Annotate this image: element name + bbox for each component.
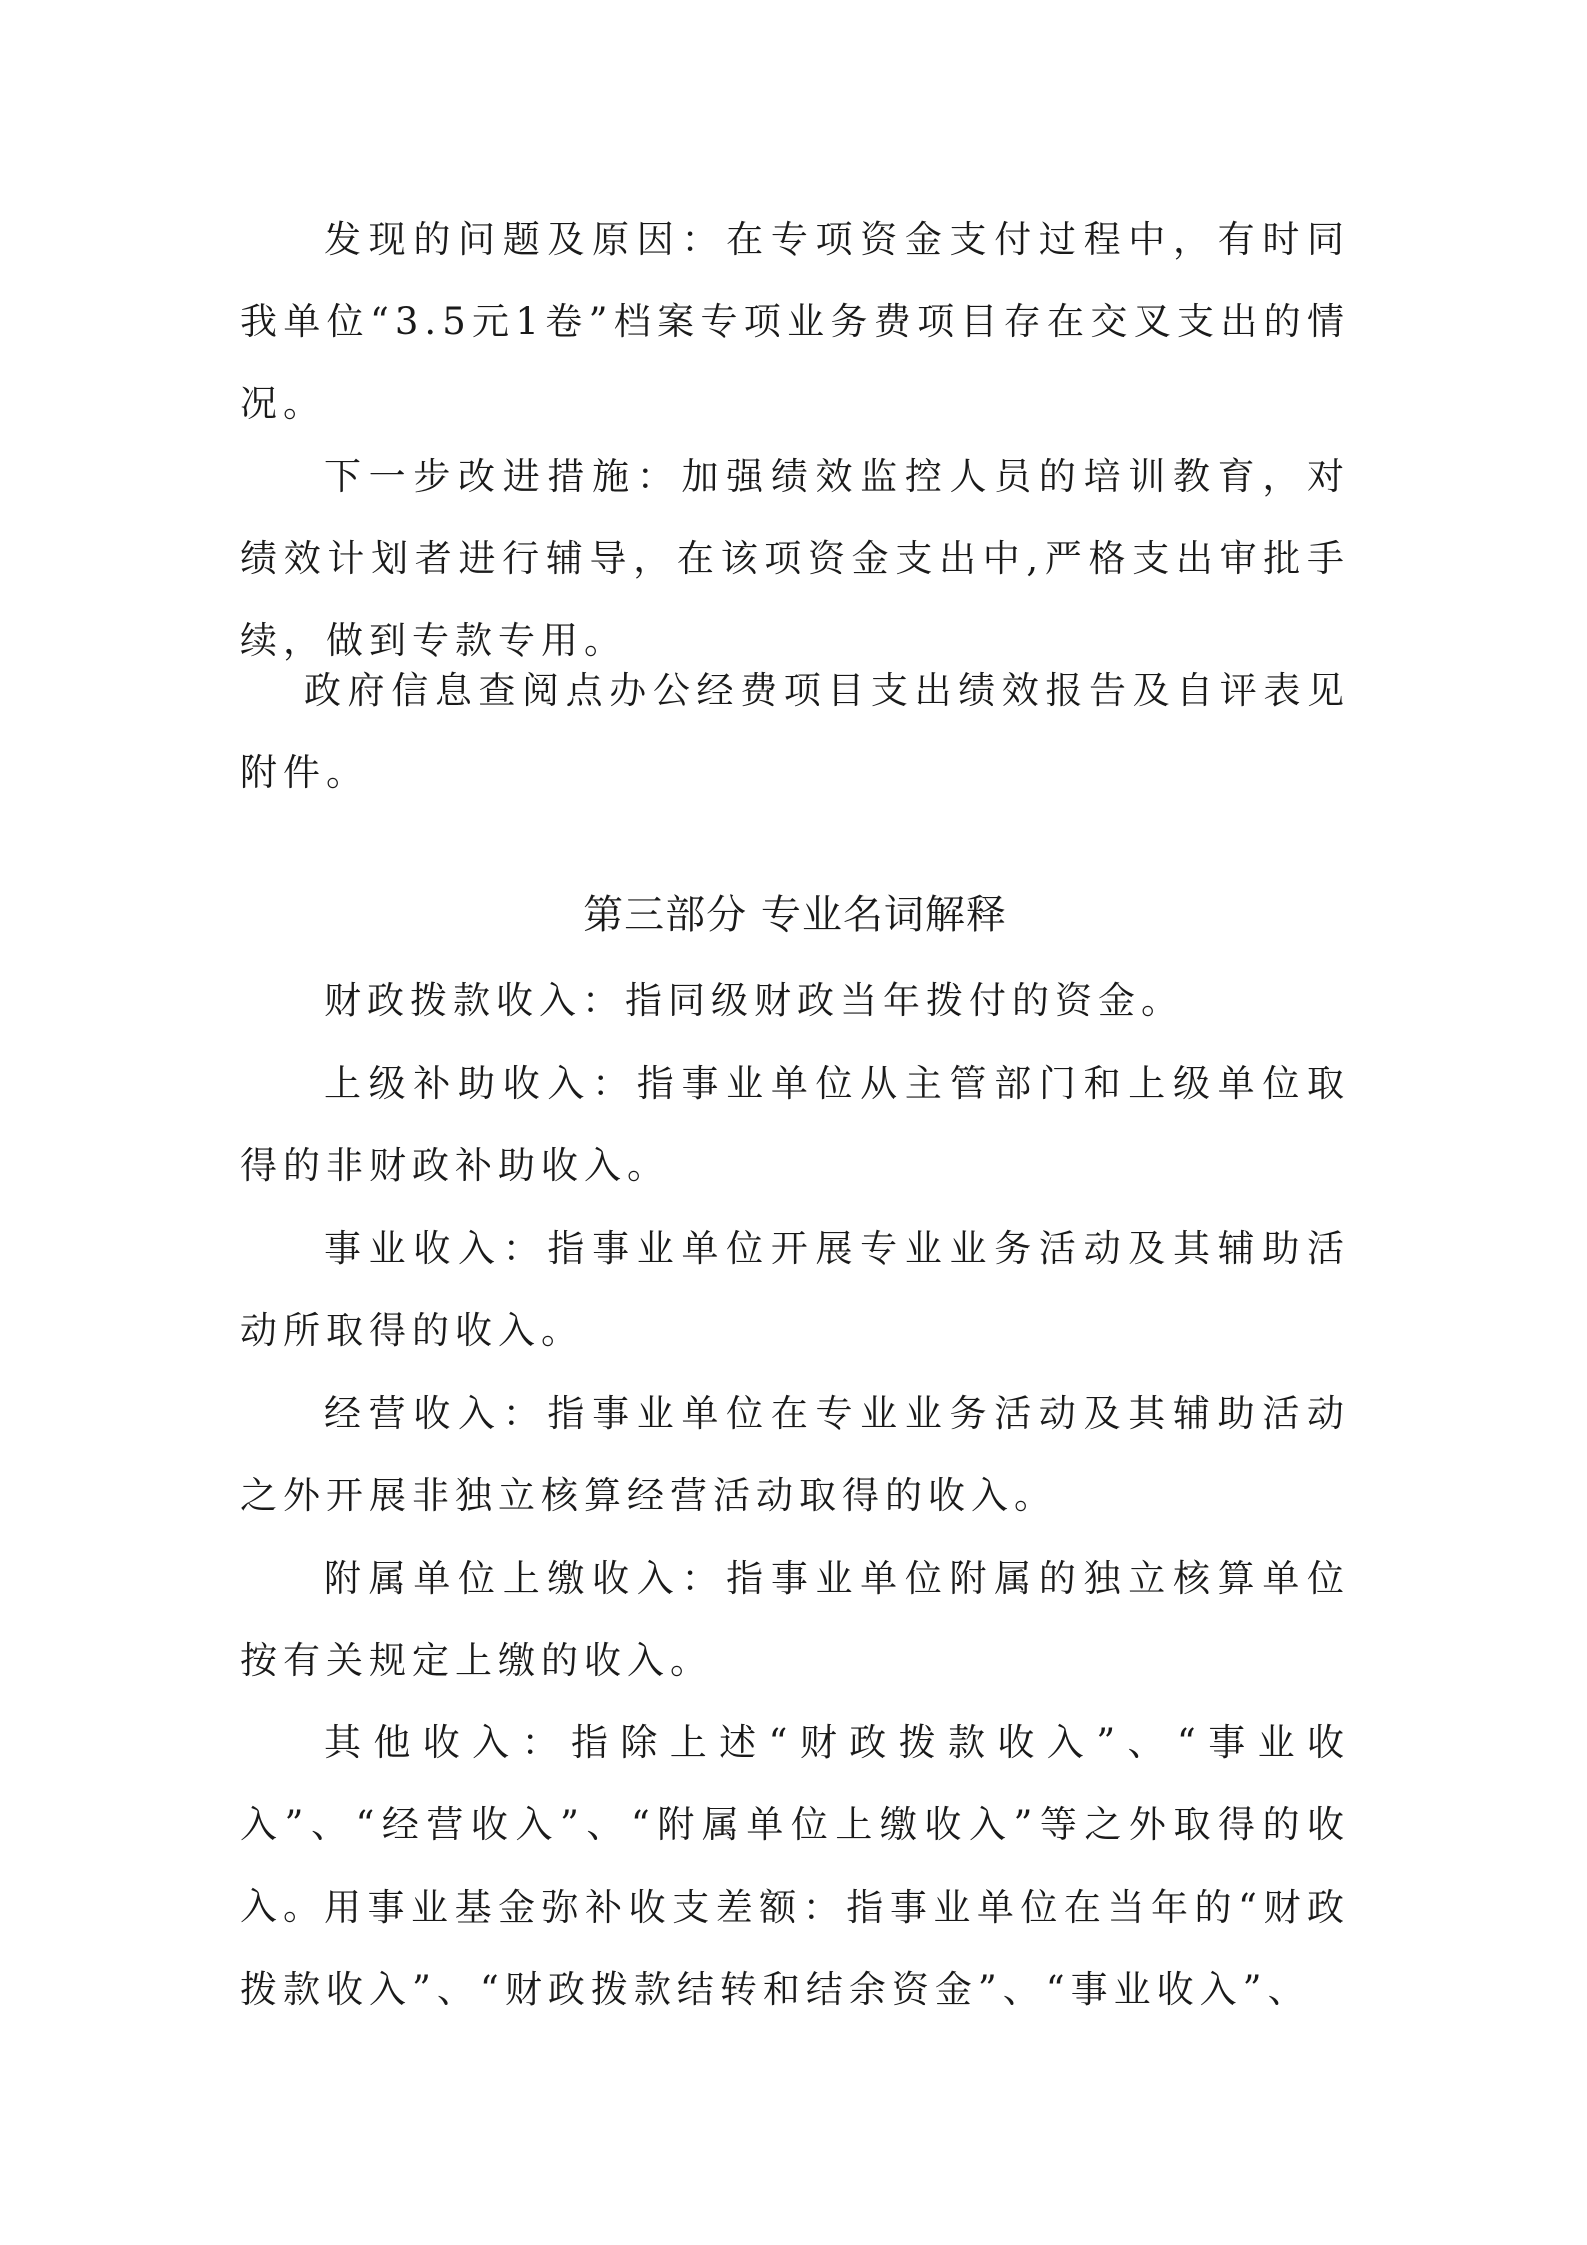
paragraph-improvement-measures: 下一步改进措施：加强绩效监控人员的培训教育，对绩效计划者进行辅导，在该项资金支出中,严格支出审批手续，做到专款专用。 [240,455,1350,662]
definition-superior-subsidy-income: 上级补助收入：指事业单位从主管部门和上级单位取得的非财政补助收入。 [240,1062,1350,1187]
definition-affiliated-unit-income: 附属单位上缴收入：指事业单位附属的独立核算单位按有关规定上缴的收入。 [240,1557,1350,1682]
paragraph-problems-causes: 发现的问题及原因：在专项资金支付过程中，有时同我单位“3.5元1卷”档案专项业务费项目存在交叉支出的情况。 [240,218,1350,425]
definition-business-income: 事业收入：指事业单位开展专业业务活动及其辅助活动所取得的收入。 [240,1227,1350,1352]
definition-business-fund-offset: 用事业基金弥补收支差额：指事业单位在当年的“财政拨款收入”、“财政拨款结转和结余资金”、“事业收入”、 [240,1886,1350,2011]
definition-other-income: 其他收入：指除上述“财政拨款收入”、“事业收入”、“经营收入”、“附属单位上缴收入”等之外取得的收入。 [240,1721,1350,1928]
definition-fiscal-appropriation-income: 财政拨款收入：指同级财政当年拨付的资金。 [324,979,1184,1022]
definition-operating-income: 经营收入：指事业单位在专业业务活动及其辅助活动之外开展非独立核算经营活动取得的收入。 [240,1392,1350,1517]
section-heading: 第三部分 专业名词解释 [583,892,1007,938]
paragraph-attachment-note: 政府信息查阅点办公经费项目支出绩效报告及自评表见附件。 [240,669,1350,794]
